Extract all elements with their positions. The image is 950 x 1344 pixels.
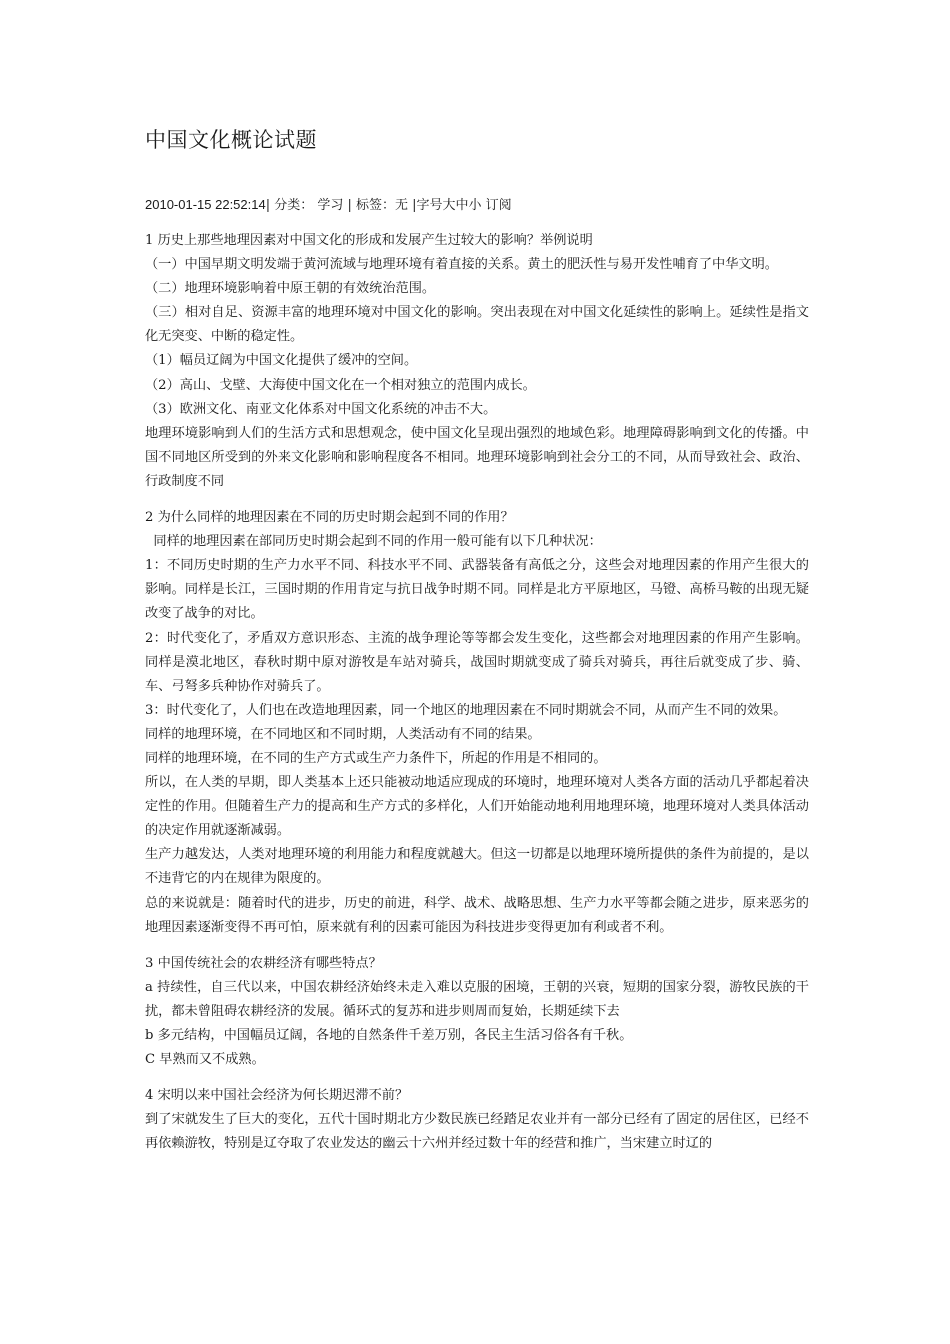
paragraph: （2）高山、戈壁、大海使中国文化在一个相对独立的范围内成长。 xyxy=(145,377,536,393)
paragraph: （一）中国早期文明发端于黄河流域与地理环境有着直接的关系。黄土的肥沃性与易开发性哺育了中华文明。 xyxy=(145,257,778,273)
paragraph: 同样的地理环境，在不同的生产方式或生产力条件下，所起的作用是不相同的。 xyxy=(145,750,607,766)
paragraph: 2：时代变化了，矛盾双方意识形态、主流的战争理论等等都会发生变化，这些都会对地理因素的作用产生影响。同样是漠北地区，春秋时期中原对游牧是车站对骑兵，战国时期就变成了骑兵对骑兵，再往后就变成了步、骑、车、弓弩多兵种协作对骑兵了。 xyxy=(145,630,809,694)
paragraph: （3）欧洲文化、南亚文化体系对中国文化系统的冲击不大。 xyxy=(145,401,497,417)
paragraph: b 多元结构，中国幅员辽阔，各地的自然条件千差万别，各民主生活习俗各有千秋。 xyxy=(145,1028,633,1043)
paragraph: 总的来说就是：随着时代的进步，历史的前进，科学、战术、战略思想、生产力水平等都会随之进步，原来恶劣的地理因素逐渐变得不再可怕，原来就有利的因素可能因为科技进步变得更加有利或者不利。 xyxy=(145,895,809,935)
paragraph: 3：时代变化了，人们也在改造地理因素，同一个地区的地理因素在不同时期就会不同，从而产生不同的效果。 xyxy=(145,702,787,718)
post-meta xyxy=(145,194,512,213)
paragraph: 地理环境影响到人们的生活方式和思想观念，使中国文化呈现出强烈的地域色彩。地理障碍影响到文化的传播。中国不同地区所受到的外来文化影响和影响程度各不相同。地理环境影响到社会分工的不同，从而导致社会、政治、行政制度不同 xyxy=(145,425,809,489)
paragraph: 生产力越发达，人类对地理环境的利用能力和程度就越大。但这一切都是以地理环境所提供的条件为前提的，是以不违背它的内在规律为限度的。 xyxy=(145,847,809,887)
document-body xyxy=(145,229,809,1156)
paragraph: 到了宋就发生了巨大的变化，五代十国时期北方少数民族已经踏足农业并有一部分已经有了固定的居住区，已经不再依赖游牧，特别是辽夺取了农业发达的幽云十六州并经过数十年的经营和推广，当宋建立时辽的 xyxy=(145,1112,809,1152)
paragraph: 1：不同历史时期的生产力水平不同、科技水平不同、武器装备有高低之分，这些会对地理因素的作用产生很大的影响。同样是长江，三国时期的作用肯定与抗日战争时期不同。同样是北方平原地区，马镫、高桥马鞍的出现无疑改变了战争的对比。 xyxy=(145,558,809,622)
paragraph: （1）幅员辽阔为中国文化提供了缓冲的空间。 xyxy=(145,353,418,369)
paragraph: （二）地理环境影响着中原王朝的有效统治范围。 xyxy=(145,281,436,297)
post-meta-rest: | 分类： 学习 | 标签：无 |字号大中小 订阅 xyxy=(265,198,512,213)
paragraph: C 早熟而又不成熟。 xyxy=(145,1052,265,1068)
question-heading: 2 为什么同样的地理因素在不同的历史时期会起到不同的作用？ xyxy=(145,510,514,526)
paragraph: （三）相对自足、资源丰富的地理环境对中国文化的影响。突出表现在对中国文化延续性的影响上。延续性是指文化无突变、中断的稳定性。 xyxy=(145,305,809,345)
paragraph: 同样的地理因素在部同历史时期会起到不同的作用一般可能有以下几种状况： xyxy=(145,534,602,550)
question-heading: 4 宋明以来中国社会经济为何长期迟滞不前？ xyxy=(145,1088,409,1104)
paragraph: 同样的地理环境，在不同地区和不同时期，人类活动有不同的结果。 xyxy=(145,726,541,742)
document-title: 中国文化概论试题 xyxy=(145,128,317,152)
question-heading: 1 历史上那些地理因素对中国文化的形成和发展产生过较大的影响？举例说明 xyxy=(145,233,593,248)
post-datetime: 2010-01-15 22:52:14 xyxy=(145,197,266,212)
paragraph: a 持续性，自三代以来，中国农耕经济始终未走入难以克服的困境，王朝的兴衰，短期的国家分裂，游牧民族的干扰，都未曾阻碍农耕经济的发展。循环式的复苏和进步则周而复始，长期延续下去 xyxy=(145,979,809,1019)
question-heading: 3 中国传统社会的农耕经济有哪些特点？ xyxy=(145,955,382,971)
paragraph: 所以，在人类的早期，即人类基本上还只能被动地适应现成的环境时，地理环境对人类各方面的活动几乎都起着决定性的作用。但随着生产力的提高和生产方式的多样化，人们开始能动地利用地理环境，地理环境对人类具体活动的决定作用就逐渐减弱。 xyxy=(145,775,809,839)
